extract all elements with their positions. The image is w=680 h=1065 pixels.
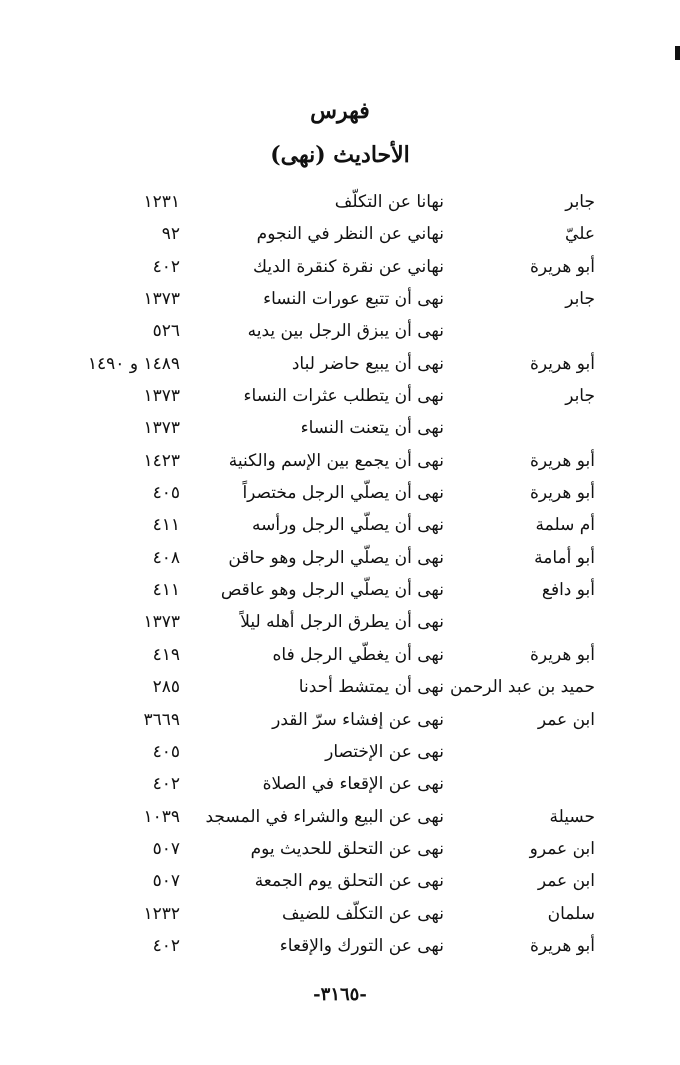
hadith-text: نهى أن يتعنت النساء (300, 418, 444, 439)
hadith-text: نهى عن إفشاء سرّ القدر (272, 709, 444, 730)
hadith-text: نهى أن يمتشط أحدنا (298, 677, 444, 698)
hadith-text: نهاني عن النظر في النجوم (256, 224, 444, 245)
index-entry (0, 414, 680, 446)
hadith-reference-number: ١٤٨٩ و ١٤٩٠ (87, 353, 180, 374)
index-entry (0, 770, 680, 802)
section-subtitle: الأحاديث (نهى) (270, 142, 410, 168)
narrator-name: حميد بن عبد الرحمن (449, 677, 595, 698)
hadith-reference-number: ٤٠٥ (152, 741, 180, 762)
index-entry (0, 511, 680, 543)
hadith-index-list (0, 188, 680, 964)
hadith-reference-number: ٣٦٦٩ (143, 709, 180, 730)
hadith-text: نهانا عن التكلّف (334, 192, 444, 212)
hadith-text: نهى عن التحلق يوم الجمعة (254, 871, 444, 892)
hadith-text: نهاني عن نقرة كنقرة الديك (253, 256, 444, 277)
hadith-reference-number: ٤٠٢ (152, 256, 180, 277)
hadith-text: نهى أن يتطلب عثرات النساء (243, 386, 444, 407)
hadith-text: نهى أن يصلّي الرجل مختصراً (242, 483, 444, 504)
hadith-text: نهى أن يصلّي الرجل ورأسه (252, 515, 444, 536)
index-entry (0, 867, 680, 899)
hadith-reference-number: ٤١١ (152, 515, 180, 536)
hadith-reference-number: ١٠٣٩ (143, 806, 180, 827)
hadith-text: نهى أن يصلّي الرجل وهو عاقص (220, 580, 444, 601)
hadith-reference-number: ١٤٢٣ (143, 450, 180, 471)
hadith-reference-number: ٥٢٦ (152, 321, 180, 342)
narrator-name: جابر (565, 192, 595, 212)
narrator-name: أبو هريرة (529, 256, 595, 277)
narrator-name: ابن عمرو (529, 838, 595, 859)
narrator-name: عليّ (565, 224, 595, 245)
hadith-reference-number: ٤٠٢ (152, 774, 180, 795)
index-entry (0, 447, 680, 479)
index-entry (0, 932, 680, 964)
narrator-name: ابن عمر (537, 709, 595, 730)
narrator-name: أبو دافع (541, 580, 595, 601)
hadith-reference-number: ٤٠٥ (152, 483, 180, 504)
narrator-name: أبو أمامة (534, 547, 595, 568)
hadith-text: نهى عن الإختصار (325, 741, 444, 762)
hadith-reference-number: ٤١١ (152, 580, 180, 601)
index-entry (0, 608, 680, 640)
narrator-name: ابن عمر (537, 871, 595, 892)
narrator-name: أبو هريرة (529, 644, 595, 665)
index-entry (0, 350, 680, 382)
hadith-text: نهى أن يطرق الرجل أهله ليلاً (240, 612, 444, 633)
hadith-text: نهى أن يغطّي الرجل فاه (272, 644, 444, 665)
hadith-reference-number: ٤١٩ (152, 644, 180, 665)
hadith-text: نهى عن البيع والشراء في المسجد (205, 806, 444, 827)
hadith-text: نهى أن يبزق الرجل بين يديه (247, 321, 444, 342)
narrator-name: أبو هريرة (529, 353, 595, 374)
hadith-text: نهى أن يجمع بين الإسم والكنية (228, 450, 444, 471)
index-entry (0, 220, 680, 252)
hadith-text: نهى أن تتبع عورات النساء (263, 289, 444, 310)
hadith-text: نهى عن التورك والإقعاء (279, 935, 444, 956)
index-entry (0, 576, 680, 608)
hadith-text: نهى عن التحلق للحديث يوم (250, 838, 444, 859)
hadith-text: نهى عن الإقعاء في الصلاة (262, 774, 444, 795)
index-entry (0, 479, 680, 511)
index-entry (0, 641, 680, 673)
index-entry (0, 803, 680, 835)
hadith-reference-number: ١٣٧٣ (143, 386, 180, 407)
hadith-text: نهى أن يصلّي الرجل وهو حاقن (228, 547, 444, 568)
narrator-name: جابر (565, 289, 595, 310)
index-entry (0, 544, 680, 576)
hadith-reference-number: ١٣٧٣ (143, 289, 180, 310)
page-title: فهرس (310, 98, 370, 124)
margin-mark (675, 46, 680, 60)
narrator-name: أم سلمة (535, 515, 595, 536)
index-entry (0, 382, 680, 414)
hadith-reference-number: ٤٠٨ (152, 547, 180, 568)
narrator-name: أبو هريرة (529, 450, 595, 471)
hadith-reference-number: ٩٢ (161, 224, 180, 245)
narrator-name: أبو هريرة (529, 935, 595, 956)
page-number: -٣١٦٥- (313, 984, 367, 1005)
index-entry (0, 673, 680, 705)
hadith-reference-number: ٥٠٧ (152, 838, 180, 859)
hadith-reference-number: ١٢٣٢ (143, 903, 180, 924)
hadith-reference-number: ٢٨٥ (152, 677, 180, 698)
hadith-reference-number: ٥٠٧ (152, 871, 180, 892)
narrator-name: أبو هريرة (529, 483, 595, 504)
hadith-reference-number: ١٣٧٣ (143, 612, 180, 633)
index-entry (0, 253, 680, 285)
index-entry (0, 706, 680, 738)
index-entry (0, 835, 680, 867)
narrator-name: حسيلة (549, 806, 595, 827)
hadith-reference-number: ١٣٧٣ (143, 418, 180, 439)
index-entry (0, 285, 680, 317)
hadith-reference-number: ١٢٣١ (143, 192, 180, 212)
index-entry (0, 317, 680, 349)
index-entry (0, 188, 680, 220)
hadith-text: نهى أن يبيع حاضر لباد (291, 353, 444, 374)
hadith-reference-number: ٤٠٢ (152, 935, 180, 956)
hadith-text: نهى عن التكلّف للضيف (282, 903, 444, 924)
index-entry (0, 738, 680, 770)
narrator-name: سلمان (547, 903, 595, 924)
index-entry (0, 900, 680, 932)
narrator-name: جابر (565, 386, 595, 407)
